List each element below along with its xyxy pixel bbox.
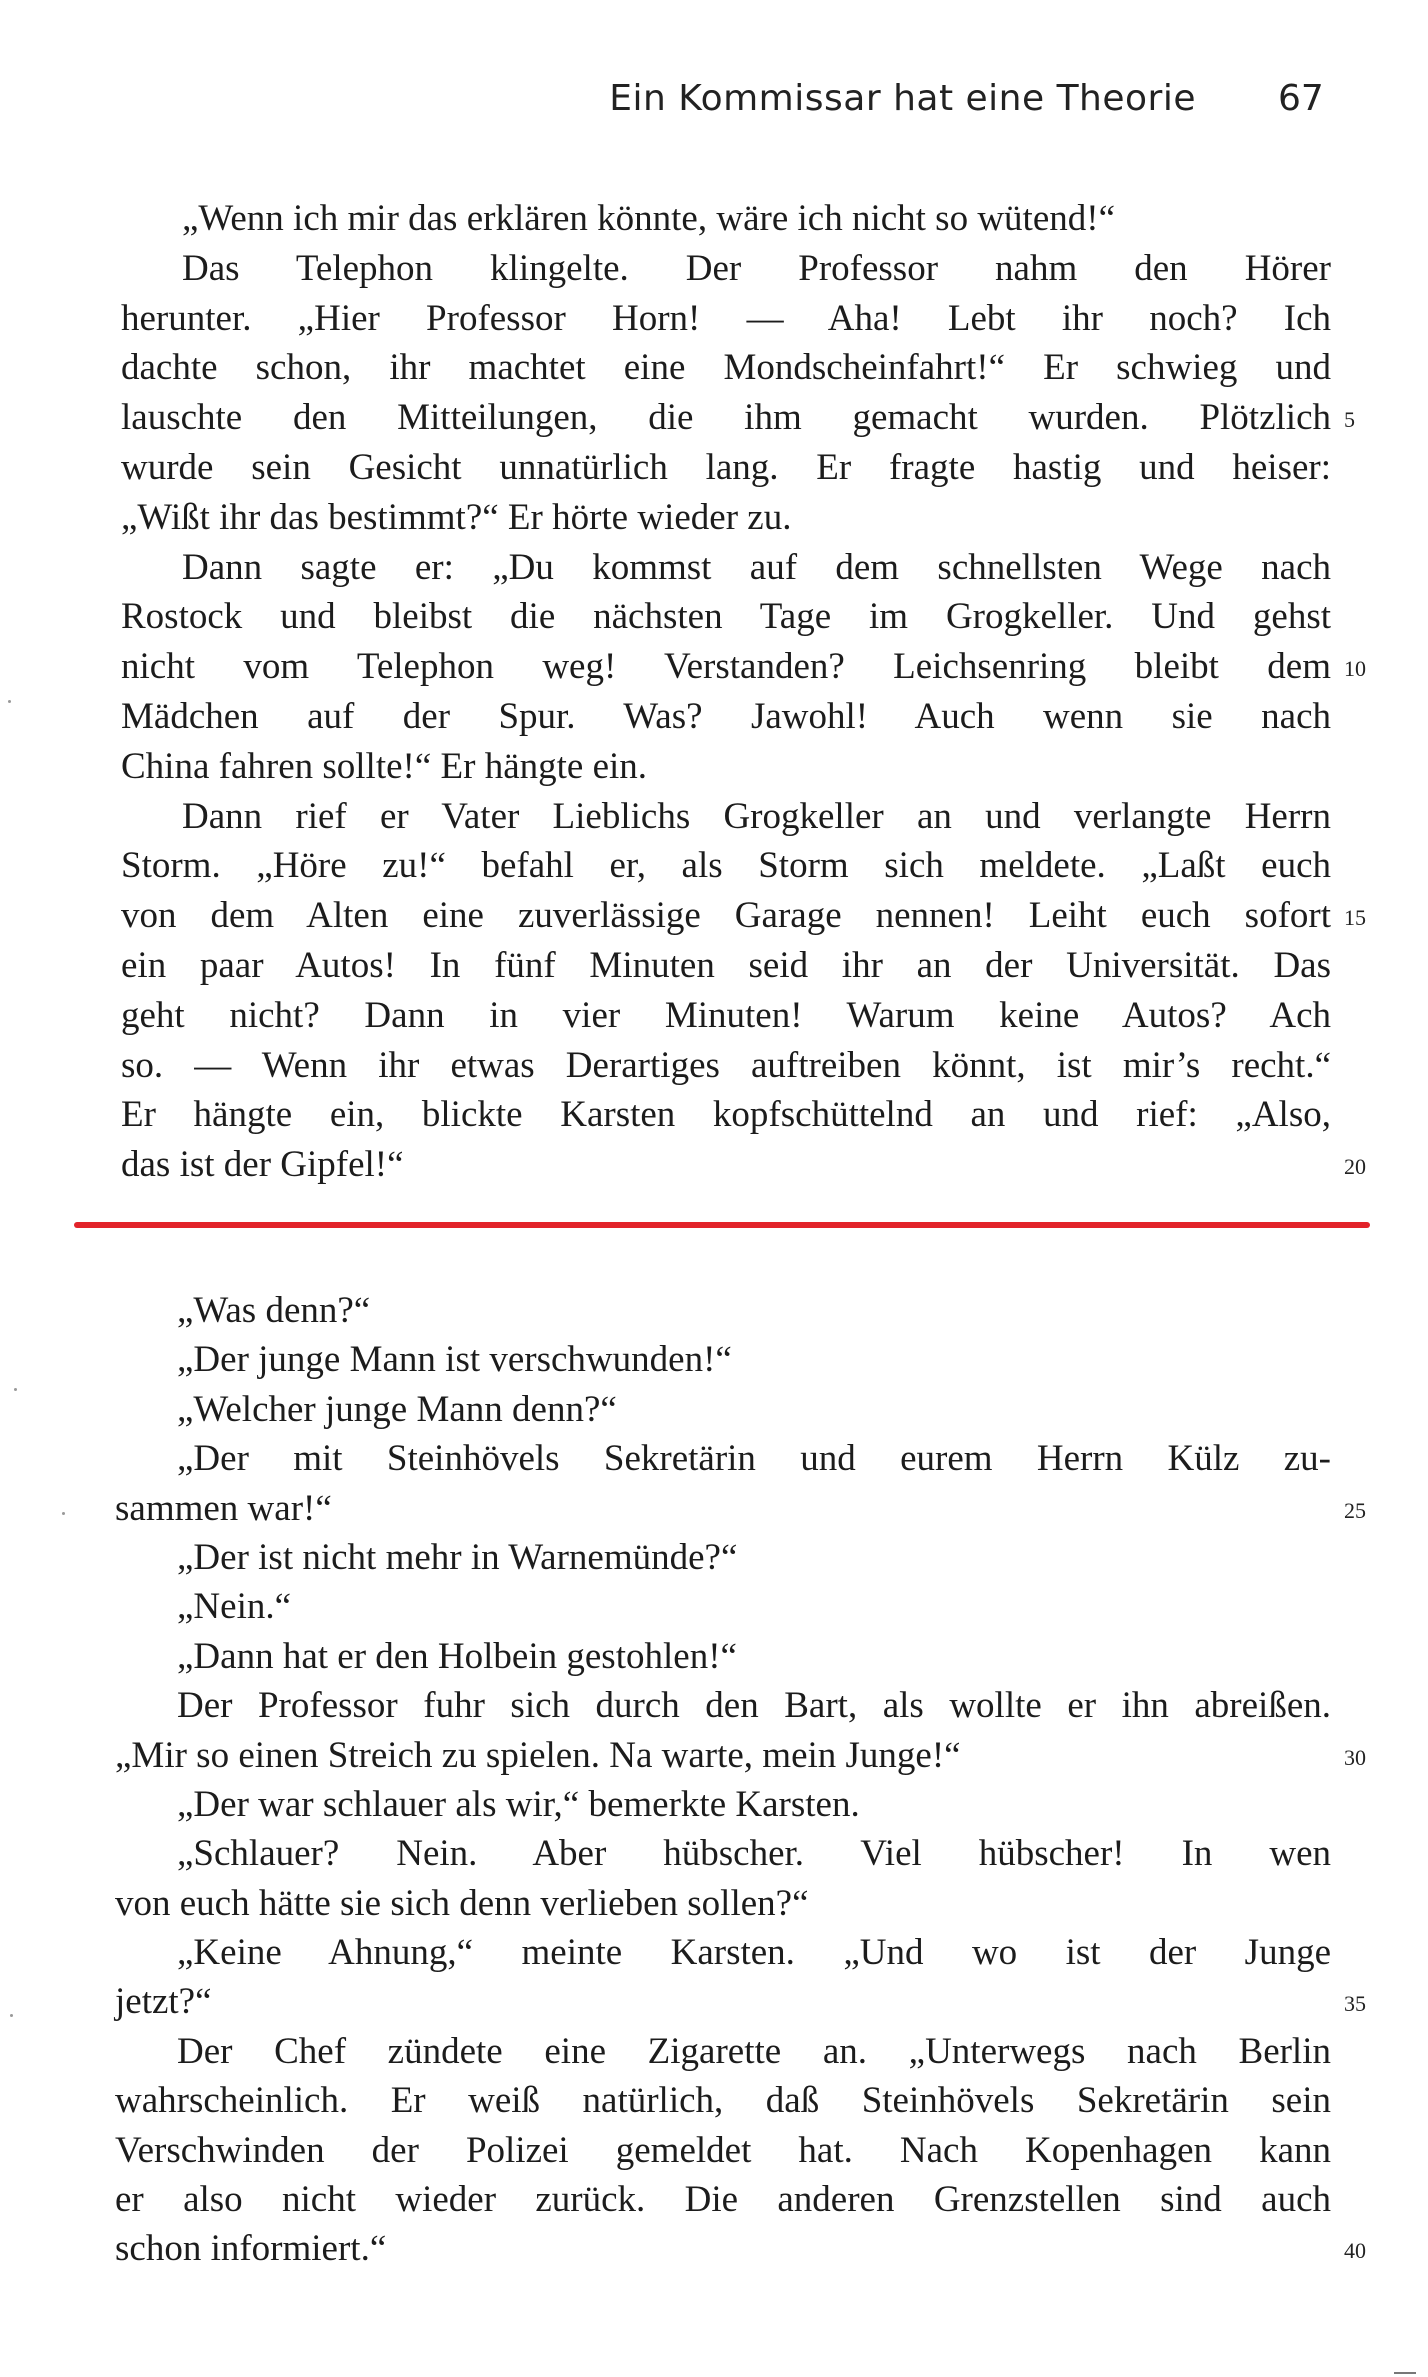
line-text: „Der mit Steinhövels Sekretärin und eurem Herrn Külz zu- [177, 1438, 1331, 1480]
text-line [121, 792, 1331, 842]
line-text: Er hängte ein, blickte Karsten kopfschüttelnd an und rief: „Also, [121, 1094, 1331, 1136]
line-text: „Der junge Mann ist verschwunden!“ [177, 1339, 732, 1381]
line-text: das ist der Gipfel!“ [121, 1144, 404, 1186]
line-text: „Mir so einen Streich zu spielen. Na warte, mein Junge!“ [115, 1734, 961, 1776]
line-text: er also nicht wieder zurück. Die anderen Grenzstellen sind auch [115, 2179, 1331, 2221]
text-line [121, 1041, 1331, 1091]
line-text: dachte schon, ihr machtet eine Mondscheinfahrt!“ Er schwieg und [121, 347, 1331, 389]
text-line [121, 1090, 1331, 1140]
line-text: Dann rief er Vater Lieblichs Grogkeller an und verlangte Herrn [182, 795, 1331, 837]
text-line [115, 1879, 1331, 1928]
line-text: jetzt?“ [115, 1981, 212, 2023]
text-line [115, 1335, 1331, 1384]
line-text: herunter. „Hier Professor Horn! — Aha! Lebt ihr noch? Ich [121, 297, 1331, 339]
line-text: von euch hätte sie sich denn verlieben sollen?“ [115, 1882, 809, 1924]
text-line [115, 1977, 1366, 2026]
line-number: 5 [1344, 407, 1355, 433]
text-line [121, 642, 1366, 692]
line-number: 25 [1344, 1497, 1366, 1523]
line-text: Mädchen auf der Spur. Was? Jawohl! Auch wenn sie nach [121, 695, 1331, 737]
line-text: Rostock und bleibst die nächsten Tage im Grogkeller. Und gehst [121, 596, 1331, 638]
text-line [121, 592, 1331, 642]
line-text: Verschwinden der Polizei gemeldet hat. Nach Kopenhagen kann [115, 2129, 1331, 2171]
line-text: „Welcher junge Mann denn?“ [177, 1388, 617, 1430]
text-line [115, 2224, 1366, 2273]
line-number: 40 [1344, 2238, 1366, 2264]
line-text: Der Professor fuhr sich durch den Bart, als wollte er ihn abreißen. [177, 1685, 1331, 1727]
line-text: Storm. „Höre zu!“ befahl er, als Storm sich meldete. „Laßt euch [121, 845, 1331, 887]
text-line [115, 1286, 1331, 1335]
text-line [121, 891, 1366, 941]
line-text: Dann sagte er: „Du kommst auf dem schnellsten Wege nach [182, 546, 1331, 588]
text-line [115, 1681, 1331, 1730]
text-line [115, 1434, 1331, 1483]
text-line [121, 393, 1355, 443]
line-text: Das Telephon klingelte. Der Professor nahm den Hörer [182, 247, 1331, 289]
text-line [115, 2027, 1331, 2076]
text-line [121, 443, 1331, 493]
text-line [115, 1829, 1331, 1878]
text-line [121, 1140, 1366, 1190]
paper-speck [10, 2014, 13, 2017]
text-line [121, 692, 1331, 742]
line-text: lauschte den Mitteilungen, die ihm gemacht wurden. Plötzlich [121, 397, 1331, 439]
line-text: Der Chef zündete eine Zigarette an. „Unterwegs nach Berlin [177, 2030, 1331, 2072]
text-block-bottom [115, 1286, 1366, 2274]
line-text: China fahren sollte!“ Er hängte ein. [121, 745, 648, 787]
line-number: 10 [1344, 656, 1366, 682]
text-line [115, 1385, 1331, 1434]
line-text: so. — Wenn ihr etwas Derartiges auftreiben könnt, ist mir’s recht.“ [121, 1044, 1331, 1086]
line-text: „Wenn ich mir das erklären könnte, wäre ich nicht so wütend!“ [182, 198, 1115, 239]
text-line [121, 343, 1331, 393]
text-line [115, 1928, 1331, 1977]
text-line [115, 2175, 1331, 2224]
line-text: geht nicht? Dann in vier Minuten! Warum keine Autos? Ach [121, 994, 1331, 1036]
text-line [121, 941, 1331, 991]
running-header [0, 78, 1428, 138]
text-line [121, 194, 1331, 244]
line-text: „Wißt ihr das bestimmt?“ Er hörte wieder zu. [121, 496, 792, 538]
text-line [115, 1731, 1366, 1780]
line-text: „Was denn?“ [177, 1290, 371, 1331]
line-text: „Der war schlauer als wir,“ bemerkte Karsten. [177, 1783, 860, 1825]
text-line [115, 2076, 1331, 2125]
line-number: 20 [1344, 1154, 1366, 1180]
line-number: 15 [1344, 905, 1366, 931]
line-text: ein paar Autos! In fünf Minuten seid ihr an der Universität. Das [121, 944, 1331, 986]
text-line [115, 1533, 1331, 1582]
text-line [115, 2126, 1331, 2175]
text-line [115, 1582, 1331, 1631]
line-text: „Der ist nicht mehr in Warnemünde?“ [177, 1536, 738, 1578]
text-line [121, 294, 1331, 344]
line-text: „Schlauer? Nein. Aber hübscher. Viel hübscher! In wen [177, 1833, 1331, 1875]
paper-speck [62, 1512, 65, 1515]
text-line [115, 1780, 1331, 1829]
line-text: „Dann hat er den Holbein gestohlen!“ [177, 1635, 737, 1677]
line-text: sammen war!“ [115, 1487, 332, 1529]
line-text: von dem Alten eine zuverlässige Garage nennen! Leiht euch sofort [121, 895, 1331, 937]
text-line [115, 1484, 1366, 1533]
line-text: wahrscheinlich. Er weiß natürlich, daß Steinhövels Sekretärin sein [115, 2080, 1331, 2122]
line-number: 35 [1344, 1991, 1366, 2017]
page-number: 67 [1278, 78, 1324, 119]
paper-speck [8, 700, 11, 703]
text-line [121, 841, 1331, 891]
line-text: „Nein.“ [177, 1586, 292, 1628]
line-text: nicht vom Telephon weg! Verstanden? Leichsenring bleibt dem [121, 646, 1331, 688]
text-line [121, 991, 1331, 1041]
text-line [121, 244, 1331, 294]
line-text: schon informiert.“ [115, 2228, 387, 2270]
text-line [121, 493, 1331, 543]
running-title: Ein Kommissar hat eine Theorie [609, 78, 1196, 119]
text-line [121, 742, 1331, 792]
paper-speck [14, 1388, 17, 1391]
text-block-top [121, 194, 1366, 1190]
paper-edge-mark [1394, 2372, 1416, 2374]
red-divider-line [74, 1222, 1370, 1228]
text-line [115, 1632, 1331, 1681]
line-number: 30 [1344, 1744, 1366, 1770]
line-text: „Keine Ahnung,“ meinte Karsten. „Und wo ist der Junge [177, 1932, 1331, 1974]
line-text: wurde sein Gesicht unnatürlich lang. Er fragte hastig und heiser: [121, 446, 1331, 488]
text-line [121, 543, 1331, 593]
